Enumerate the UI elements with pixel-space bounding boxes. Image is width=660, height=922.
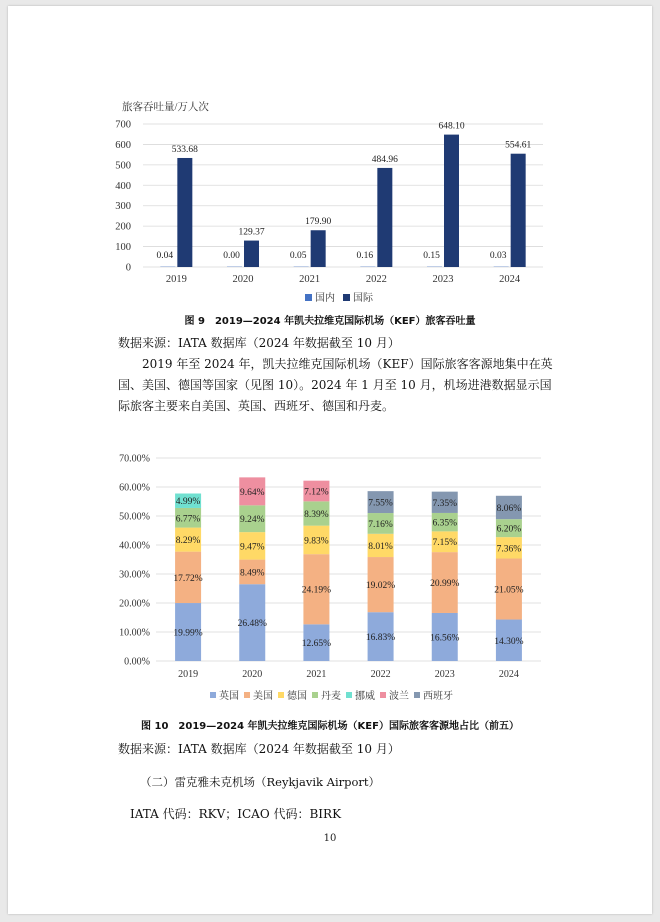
segment-label: 17.72% <box>173 573 203 584</box>
legend-label: 德国 <box>287 691 307 702</box>
legend-label: 西班牙 <box>423 691 453 702</box>
data-label-international: 179.90 <box>305 217 332 228</box>
segment-label: 9.83% <box>304 536 329 547</box>
y-tick-label: 0 <box>125 262 131 274</box>
legend-label: 波兰 <box>389 691 409 702</box>
x-tick-label: 2023 <box>432 274 454 285</box>
body-paragraph-line-3: 际旅客主要来自美国、英国、西班牙、德国和丹麦。 <box>118 399 395 413</box>
segment-label: 9.64% <box>239 487 265 498</box>
data-label-international: 648.10 <box>438 121 465 132</box>
y-tick-label: 400 <box>115 180 131 192</box>
legend-swatch <box>380 692 386 698</box>
segment-label: 19.99% <box>173 628 203 639</box>
y-tick-label: 50.00% <box>119 511 150 523</box>
data-label-international: 129.37 <box>238 227 265 238</box>
x-tick-label: 2020 <box>232 274 254 285</box>
body-paragraph-line-1: 2019 年至 2024 年，凯夫拉维克国际机场（KEF）国际旅客客源地集中在英 <box>142 357 553 371</box>
data-label-domestic: 0.03 <box>489 251 507 261</box>
segment-label: 6.20% <box>496 524 522 535</box>
legend-swatch <box>414 692 420 698</box>
x-tick-label: 2022 <box>365 274 387 285</box>
y-tick-label: 20.00% <box>119 598 150 610</box>
segment-label: 8.01% <box>368 541 393 552</box>
y-tick-label: 200 <box>115 221 131 233</box>
segment-label: 26.48% <box>237 619 267 630</box>
segment-label: 8.39% <box>304 509 329 520</box>
legend-swatch <box>210 692 216 698</box>
y-tick-label: 100 <box>115 242 131 254</box>
legend-label: 国际 <box>353 293 373 304</box>
airport-codes: IATA 代码：RKV；ICAO 代码：BIRK <box>130 807 342 821</box>
bar-international <box>444 135 459 267</box>
segment-label: 7.15% <box>432 538 458 549</box>
page-number: 10 <box>323 833 337 844</box>
data-label-domestic: 0.00 <box>223 251 240 261</box>
data-source-note-1: 数据来源：IATA 数据库（2024 年数据截至 10 月） <box>118 336 400 350</box>
bar-international <box>311 230 326 267</box>
x-tick-label: 2023 <box>434 669 455 680</box>
y-axis-title: 旅客吞吐量/万人次 <box>122 102 209 113</box>
data-source-note-2: 数据来源：IATA 数据库（2024 年数据截至 10 月） <box>118 742 400 756</box>
bar-international <box>511 154 526 267</box>
legend-swatch <box>312 692 318 698</box>
segment-label: 19.02% <box>365 581 396 592</box>
segment-label: 24.19% <box>301 585 332 596</box>
x-tick-label: 2020 <box>242 669 263 680</box>
legend-label: 丹麦 <box>321 691 341 702</box>
x-tick-label: 2024 <box>498 669 519 680</box>
segment-label: 7.16% <box>368 519 393 530</box>
segment-label: 20.99% <box>430 579 460 590</box>
legend-swatch <box>343 294 350 301</box>
y-tick-label: 60.00% <box>119 482 150 494</box>
x-tick-label: 2024 <box>499 274 521 285</box>
data-label-international: 533.68 <box>171 144 198 155</box>
segment-label: 7.36% <box>496 544 522 555</box>
x-tick-label: 2021 <box>306 669 327 680</box>
segment-label: 16.56% <box>430 633 460 644</box>
figure-9-caption: 图 9 2019—2024 年凯夫拉维克国际机场（KEF）旅客吞吐量 <box>184 316 476 327</box>
data-label-domestic: 0.15 <box>423 251 440 261</box>
segment-label: 7.12% <box>304 487 329 498</box>
segment-label: 8.29% <box>175 536 201 547</box>
y-tick-label: 70.00% <box>119 453 150 465</box>
segment-label: 4.99% <box>175 497 201 508</box>
y-tick-label: 30.00% <box>119 569 150 581</box>
y-tick-label: 500 <box>115 160 131 172</box>
source-market-share-chart <box>8 438 652 708</box>
x-tick-label: 2022 <box>370 669 391 680</box>
y-tick-label: 300 <box>115 201 131 213</box>
y-tick-label: 0.00% <box>124 656 150 668</box>
segment-label: 9.24% <box>239 515 265 526</box>
data-label-domestic: 0.16 <box>356 251 374 261</box>
document-page <box>8 6 652 914</box>
bar-international <box>244 241 259 267</box>
bar-international <box>377 168 392 267</box>
segment-label: 21.05% <box>494 585 524 596</box>
segment-label: 16.83% <box>365 633 396 644</box>
y-tick-label: 700 <box>115 119 131 131</box>
x-tick-label: 2021 <box>299 274 321 285</box>
y-tick-label: 600 <box>115 139 131 151</box>
segment-label: 7.35% <box>432 498 458 509</box>
legend-label: 英国 <box>219 691 239 702</box>
x-tick-label: 2019 <box>165 274 187 285</box>
segment-label: 7.55% <box>368 498 393 509</box>
segment-label: 6.35% <box>432 518 458 529</box>
data-label-domestic: 0.05 <box>289 251 307 261</box>
segment-label: 9.47% <box>239 542 265 553</box>
data-label-international: 554.61 <box>505 140 532 151</box>
figure-10-caption: 图 10 2019—2024 年凯夫拉维克国际机场（KEF）国际旅客客源地占比（前五） <box>141 721 519 732</box>
segment-label: 14.30% <box>494 636 524 647</box>
legend-swatch <box>278 692 284 698</box>
y-tick-label: 10.00% <box>119 627 150 639</box>
passenger-throughput-chart <box>8 6 652 316</box>
segment-label: 12.65% <box>301 639 332 650</box>
legend-swatch <box>305 294 312 301</box>
data-label-international: 484.96 <box>371 154 398 165</box>
x-tick-label: 2019 <box>178 669 199 680</box>
legend-label: 美国 <box>253 691 273 702</box>
segment-label: 6.77% <box>175 514 201 525</box>
data-label-domestic: 0.04 <box>156 251 174 261</box>
section-heading: （二）雷克雅未克机场（Reykjavik Airport） <box>140 775 381 789</box>
segment-label: 8.49% <box>239 568 265 579</box>
legend-swatch <box>244 692 250 698</box>
body-paragraph-line-2: 国、美国、德国等国家（见图 10）。2024 年 1 月至 10 月，机场进港数据显示国 <box>118 378 552 392</box>
y-tick-label: 40.00% <box>119 540 150 552</box>
segment-label: 8.06% <box>496 503 522 514</box>
legend-label: 国内 <box>315 293 335 304</box>
legend-label: 挪威 <box>355 691 375 702</box>
bar-international <box>177 158 192 267</box>
legend-swatch <box>346 692 352 698</box>
